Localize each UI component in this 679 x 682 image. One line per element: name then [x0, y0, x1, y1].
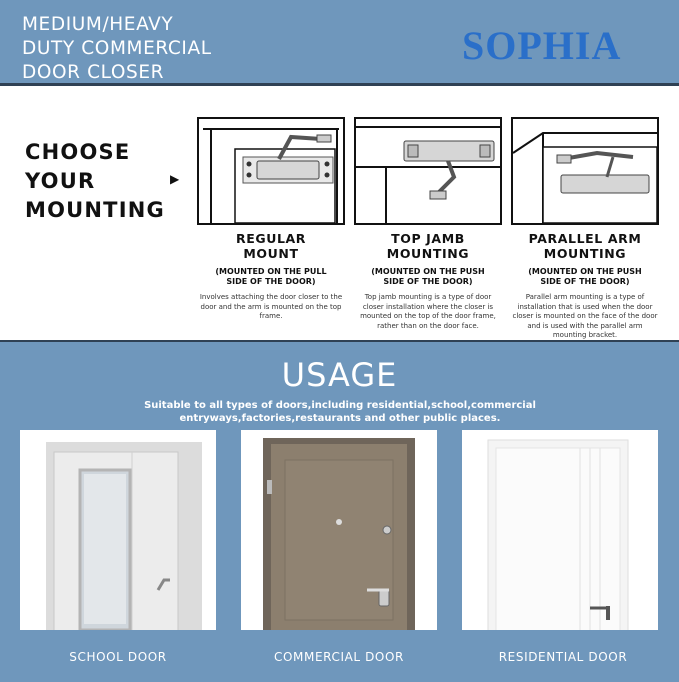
- option-subtitle-line: SIDE OF THE DOOR): [383, 277, 473, 286]
- option-name: [511, 231, 659, 261]
- option-name: [197, 231, 345, 261]
- mounting-heading: [25, 138, 165, 225]
- regular-mount-illustration: [197, 117, 345, 225]
- mount-option-top-jamb: [354, 117, 502, 331]
- option-name-line: TOP JAMB: [391, 231, 465, 246]
- header-band: [0, 0, 679, 86]
- option-description: Top jamb mounting is a type of door closer installation where the closer is mounted on the top of the door frame, rather than on the door face.: [360, 293, 496, 330]
- option-subtitle-line: (MOUNTED ON THE PUSH: [371, 267, 485, 276]
- product-title-line: DUTY COMMERCIAL: [22, 38, 212, 59]
- door-label: COMMERCIAL DOOR: [274, 650, 404, 664]
- option-name-line: REGULAR: [235, 231, 307, 246]
- usage-section: [0, 340, 679, 682]
- option-name-line: MOUNT: [243, 246, 299, 261]
- school-door-image: [20, 430, 216, 630]
- option-name-line: MOUNTING: [543, 246, 627, 261]
- product-title-line: DOOR CLOSER: [22, 62, 165, 83]
- option-name: [354, 231, 502, 261]
- option-subtitle: [197, 267, 345, 287]
- mount-option-parallel-arm: [511, 117, 659, 341]
- door-label: RESIDENTIAL DOOR: [498, 650, 628, 664]
- mounting-heading-line: CHOOSE: [25, 140, 131, 164]
- option-subtitle-line: SIDE OF THE DOOR): [226, 277, 316, 286]
- top-jamb-illustration: [354, 117, 502, 225]
- mounting-section: [0, 86, 679, 340]
- mounting-heading-line: YOUR: [25, 169, 96, 193]
- option-subtitle: [511, 267, 659, 287]
- door-label: SCHOOL DOOR: [69, 650, 167, 664]
- mounting-heading-line: MOUNTING: [25, 198, 165, 222]
- product-title-line: MEDIUM/HEAVY: [22, 14, 174, 35]
- option-subtitle-line: SIDE OF THE DOOR): [540, 277, 630, 286]
- commercial-door-image: [241, 430, 437, 630]
- residential-door-image: [462, 430, 658, 630]
- option-name-line: PARALLEL ARM: [528, 231, 642, 246]
- option-description: Involves attaching the door closer to the door and the arm is mounted on the top frame.: [199, 293, 343, 320]
- usage-title: USAGE: [281, 356, 398, 394]
- mount-option-regular: [197, 117, 345, 322]
- option-description: Parallel arm mounting is a type of installation that is used when the door closer is mounted on the face of the door and is used with the parallel arm mounting bracket.: [512, 293, 658, 339]
- arrow-right-icon: ▶: [170, 172, 180, 186]
- option-subtitle: [354, 267, 502, 287]
- option-name-line: MOUNTING: [386, 246, 470, 261]
- usage-subtitle: Suitable to all types of doors,including residential,school,commercial entryways,factories,restaurants and other public places.: [144, 400, 536, 424]
- product-title: [22, 13, 212, 85]
- option-subtitle-line: (MOUNTED ON THE PUSH: [528, 267, 642, 276]
- option-subtitle-line: (MOUNTED ON THE PULL: [215, 267, 327, 276]
- parallel-arm-illustration: [511, 117, 659, 225]
- brand-logo: SOPHIA: [462, 23, 622, 68]
